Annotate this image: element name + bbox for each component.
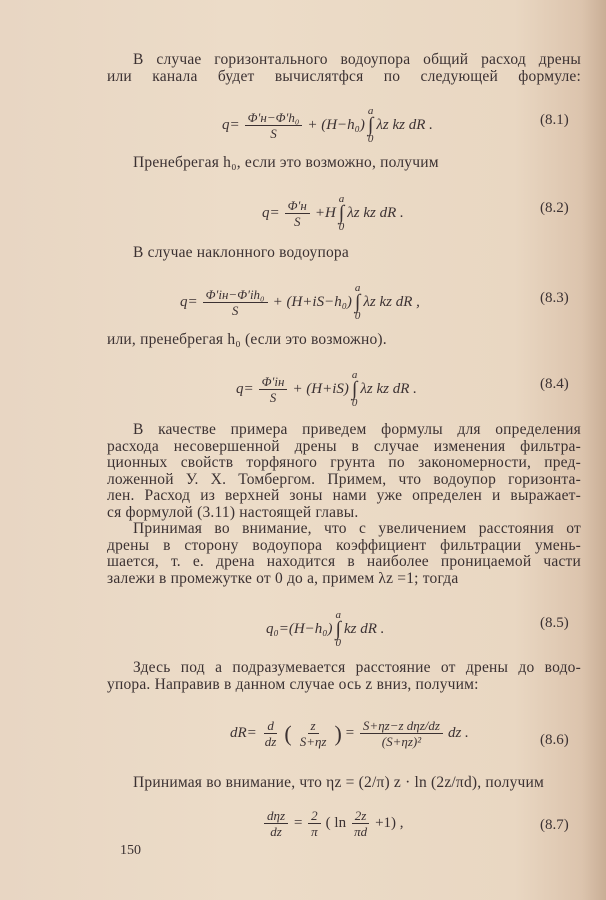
text-line: или, пренебрегая h₀ (если это возможно).	[107, 331, 387, 348]
eq-lhs: q=	[222, 116, 240, 133]
fraction	[259, 374, 288, 405]
equation-number: (8.1)	[540, 112, 569, 128]
denominator: S	[269, 389, 277, 405]
eq-lhs: q=	[262, 204, 280, 221]
text-line: дрены в сторону водоупора коэффициент фильтрации умень-	[107, 537, 581, 554]
numerator: Φ′iн−Φ′ih₀	[203, 287, 268, 303]
equation-8-7	[262, 808, 404, 839]
numerator: d	[264, 718, 277, 734]
upper-limit: a	[367, 105, 374, 117]
eq-lhs: q₀=(H−h₀)	[266, 620, 333, 637]
upper-limit: a	[335, 609, 341, 621]
integrand: kz dR .	[344, 620, 385, 637]
fraction	[245, 110, 303, 141]
lower-limit: 0	[351, 397, 358, 409]
denominator: S	[231, 302, 239, 318]
upper-limit: a	[351, 369, 358, 381]
text-line: ционных свойств торфяного грунта по закономерности, пред-	[107, 454, 581, 471]
denominator: S	[293, 213, 301, 229]
numerator: Φ′н	[285, 198, 310, 214]
text-line: ложенной У. Х. Томбергом. Примем, что водоупор горизонта-	[107, 471, 581, 488]
text-line: В случае горизонтального водоупора общий расход дрены	[133, 51, 581, 68]
integral-sign: a ∫ 0	[338, 193, 345, 233]
equation-8-1	[222, 106, 433, 144]
eq-term: +H	[314, 204, 336, 221]
lower-limit: 0	[338, 221, 345, 233]
eq-term: +1) ,	[375, 815, 404, 831]
eq-term: + (H+iS)	[292, 380, 349, 397]
integral-sign: a ∫ 0	[335, 609, 341, 649]
fraction	[285, 198, 310, 229]
upper-limit: a	[354, 282, 361, 294]
denominator: dz	[264, 734, 277, 749]
page-number: 150	[120, 843, 141, 858]
text-line: В качестве примера приведем формулы для определения	[133, 421, 581, 438]
eq-lhs: dR=	[230, 725, 257, 741]
equation-8-6: dR= $\frac{d}{dz}$ ( $\frac{z}{S+\eta z}$ ) = $\frac{\text{S+ηz−z dηz/dz}}{\text{(S+ηz)²}}$ dz .	[230, 718, 469, 749]
eq-term: dz .	[447, 725, 469, 741]
equation-number: (8.3)	[540, 290, 569, 306]
denominator: (S+ηz)²	[381, 734, 422, 749]
text-line: залежи в промежутке от 0 до a, примем λz =1; тогда	[107, 570, 459, 587]
eq-term: + (H+iS−h₀)	[272, 293, 352, 310]
fraction	[262, 718, 280, 749]
integrand: λz kz dR .	[376, 116, 433, 133]
numerator: Φ′н−Φ′h₀	[245, 110, 303, 126]
denominator: πd	[354, 824, 368, 839]
text-line: Здесь под a подразумевается расстояние от дрены до водо-	[133, 659, 581, 676]
text-line: расхода несовершенной дрены в случае изменения фильтра-	[107, 438, 581, 455]
text-line: Пренебрегая h₀, если это возможно, получим	[133, 154, 439, 171]
integrand: λz kz dR .	[347, 204, 404, 221]
equation-number: (8.6)	[540, 732, 569, 748]
equation-number: (8.5)	[540, 615, 569, 631]
lower-limit: 0	[335, 637, 341, 649]
numerator: 2	[308, 808, 321, 824]
eq-lhs: q=	[236, 380, 254, 397]
text-line: ся формулой (3.11) настоящей главы.	[107, 504, 359, 521]
text-line: шается, т. е. дрена находится в наиболее проницаемой части	[107, 553, 581, 570]
integral-sign: a ∫ 0	[354, 282, 361, 322]
text-line: упора. Направив в данном случае ось z вниз, получим:	[107, 676, 479, 693]
equation-8-2	[262, 194, 404, 232]
denominator: S+ηz	[299, 734, 327, 749]
numerator: Φ′iн	[259, 374, 288, 390]
fraction	[360, 718, 443, 749]
eq-term: + (H−h₀)	[307, 116, 365, 133]
equation-8-5	[266, 610, 384, 648]
equals-sign: =	[344, 725, 355, 741]
equals-sign: =	[293, 815, 304, 831]
denominator: dz	[270, 824, 282, 839]
integral-sign: a ∫ 0	[367, 105, 374, 145]
fraction	[351, 808, 370, 839]
equation-number: (8.7)	[540, 817, 569, 833]
fraction	[264, 808, 288, 839]
text-line: Принимая во внимание, что ηz = (2/π) z · ln (2z/πd), получим	[133, 774, 545, 791]
equation-number: (8.2)	[540, 200, 569, 216]
lower-limit: 0	[354, 310, 361, 322]
lower-limit: 0	[367, 133, 374, 145]
numerator: dηz	[264, 808, 288, 824]
equation-number: (8.4)	[540, 376, 569, 392]
fraction	[203, 287, 268, 318]
denominator: S	[270, 125, 277, 141]
numerator: 2z	[352, 808, 370, 824]
text-line: В случае наклонного водоупора	[133, 244, 349, 261]
upper-limit: a	[338, 193, 345, 205]
fraction	[308, 808, 321, 839]
eq-term: ( ln	[325, 815, 347, 831]
text-line: лен. Расход из верхней зоны нами уже определен и выражает-	[107, 487, 581, 504]
numerator: S+ηz−z dηz/dz	[360, 718, 443, 734]
integrand: λz kz dR ,	[363, 293, 420, 310]
equation-8-3	[180, 283, 420, 321]
text-line: или канала будет вычислятфся по следующей формуле:	[107, 68, 581, 85]
integral-sign: a ∫ 0	[351, 369, 358, 409]
numerator: z	[308, 718, 319, 734]
fraction	[297, 718, 330, 749]
equation-8-4	[236, 370, 417, 408]
integrand: λz kz dR .	[360, 380, 417, 397]
eq-lhs: q=	[180, 293, 198, 310]
denominator: π	[311, 824, 318, 839]
text-line: Принимая во внимание, что с увеличением расстояния от	[133, 520, 581, 537]
